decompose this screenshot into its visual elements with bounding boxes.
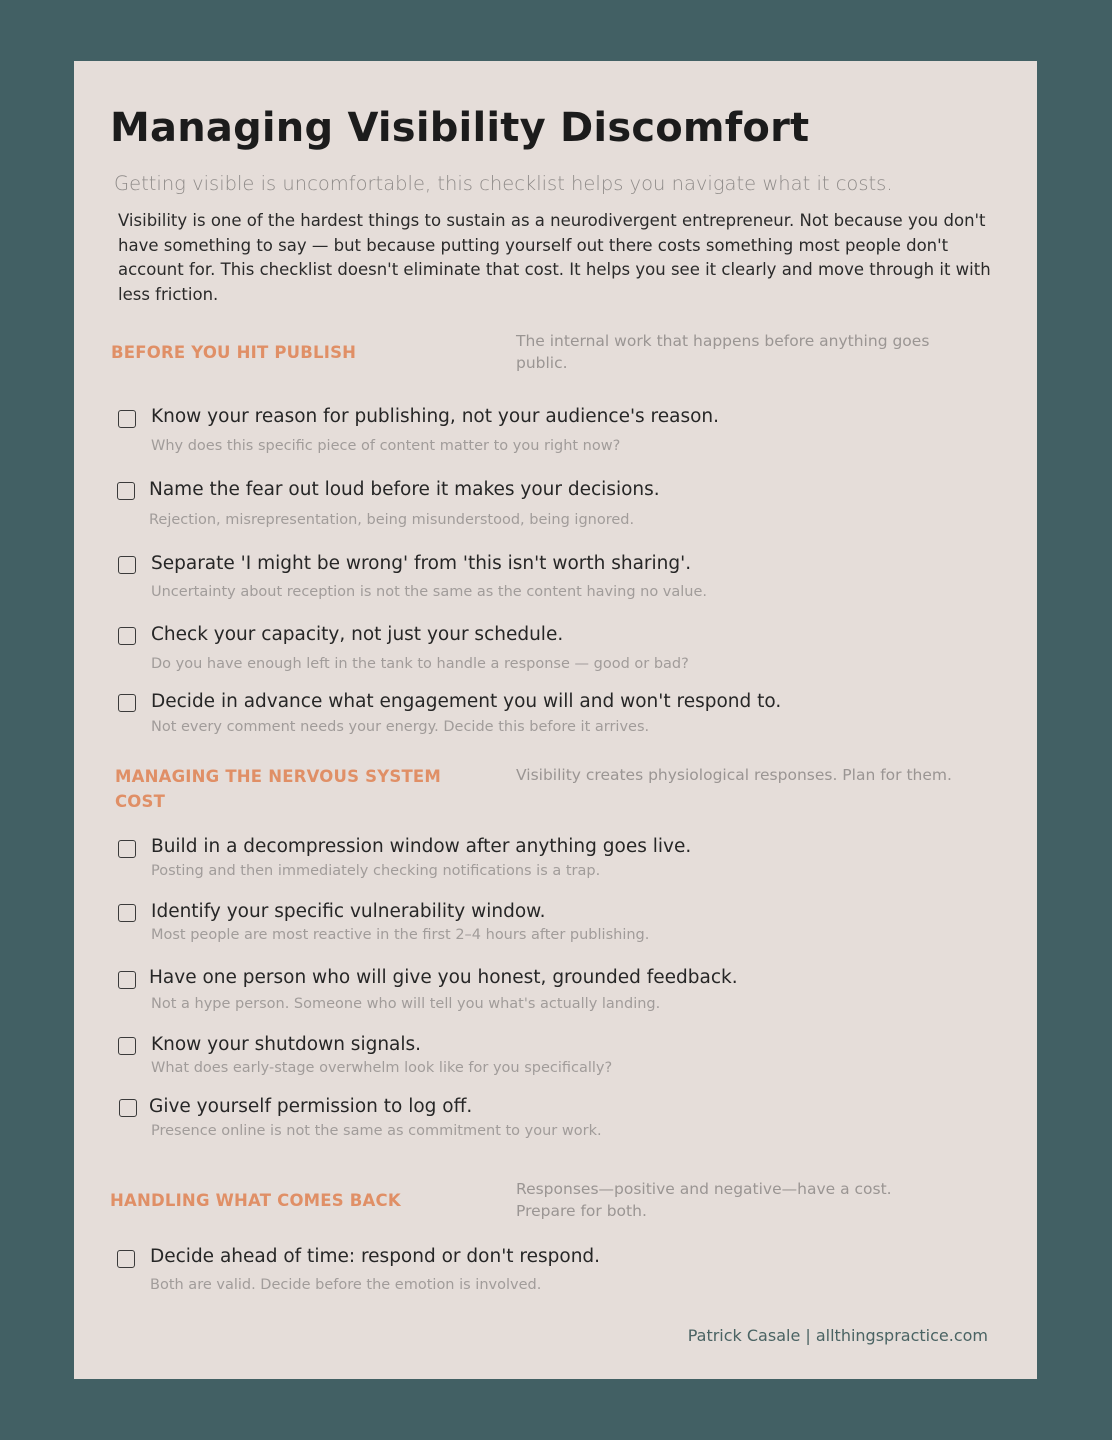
checkbox[interactable]	[117, 482, 135, 500]
item-hint: Posting and then immediately checking notifications is a trap.	[151, 863, 601, 879]
page-subtitle: Getting visible is uncomfortable, this checklist helps you navigate what it costs.	[114, 172, 893, 195]
item-hint: Why does this specific piece of content matter to you right now?	[151, 438, 621, 454]
item-label: Know your shutdown signals.	[151, 1034, 422, 1055]
section-title-what-comes-back: HANDLING WHAT COMES BACK	[110, 1191, 401, 1210]
footer-attribution: Patrick Casale | allthingspractice.com	[687, 1326, 988, 1345]
checkbox[interactable]	[117, 1250, 135, 1268]
item-hint: Most people are most reactive in the first 2–4 hours after publishing.	[151, 927, 650, 943]
item-label: Give yourself permission to log off.	[149, 1096, 473, 1117]
item-hint: What does early-stage overwhelm look like for you specifically?	[151, 1060, 613, 1076]
item-label: Decide in advance what engagement you will and won't respond to.	[151, 691, 782, 712]
item-label: Identify your specific vulnerability window.	[151, 901, 546, 922]
checkbox[interactable]	[118, 694, 136, 712]
section-desc-what-comes-back: Responses—positive and negative—have a cost. Prepare for both.	[516, 1180, 892, 1220]
item-label: Have one person who will give you honest, grounded feedback.	[149, 967, 738, 988]
checkbox[interactable]	[118, 1037, 136, 1055]
section-title-before-publish: BEFORE YOU HIT PUBLISH	[111, 343, 357, 362]
item-label: Name the fear out loud before it makes your decisions.	[149, 479, 660, 500]
item-label: Know your reason for publishing, not your audience's reason.	[151, 406, 720, 427]
section-title-nervous-system: MANAGING THE NERVOUS SYSTEM COST	[115, 767, 442, 811]
checkbox[interactable]	[119, 1099, 137, 1117]
item-hint: Uncertainty about reception is not the same as the content having no value.	[151, 584, 708, 600]
checkbox[interactable]	[118, 556, 136, 574]
item-label: Decide ahead of time: respond or don't respond.	[150, 1246, 601, 1267]
item-label: Separate 'I might be wrong' from 'this isn't worth sharing'.	[151, 553, 692, 574]
item-hint: Not every comment needs your energy. Decide this before it arrives.	[151, 719, 650, 735]
intro-paragraph: Visibility is one of the hardest things to sustain as a neurodivergent entrepreneur. Not because you don't have something to say — but because putting yourself out there costs something most people don't account for. This checklist doesn't eliminate that cost. It helps you see it clearly and move through it with less friction.	[118, 211, 991, 304]
checkbox[interactable]	[118, 840, 136, 858]
checkbox[interactable]	[118, 904, 136, 922]
checkbox[interactable]	[118, 971, 136, 989]
item-hint: Not a hype person. Someone who will tell you what's actually landing.	[151, 996, 661, 1012]
item-hint: Rejection, misrepresentation, being misunderstood, being ignored.	[149, 512, 635, 528]
item-hint: Do you have enough left in the tank to handle a response — good or bad?	[151, 656, 689, 672]
item-hint: Presence online is not the same as commitment to your work.	[151, 1123, 602, 1139]
page-title: Managing Visibility Discomfort	[110, 105, 810, 151]
item-label: Check your capacity, not just your schedule.	[151, 624, 564, 645]
checkbox[interactable]	[118, 410, 136, 428]
checkbox[interactable]	[118, 627, 136, 645]
item-label: Build in a decompression window after anything goes live.	[151, 836, 692, 857]
section-desc-nervous-system: Visibility creates physiological responses. Plan for them.	[516, 766, 952, 784]
section-desc-before-publish: The internal work that happens before anything goes public.	[516, 332, 930, 372]
checklist-page	[74, 61, 1037, 1379]
item-hint: Both are valid. Decide before the emotion is involved.	[150, 1277, 542, 1293]
